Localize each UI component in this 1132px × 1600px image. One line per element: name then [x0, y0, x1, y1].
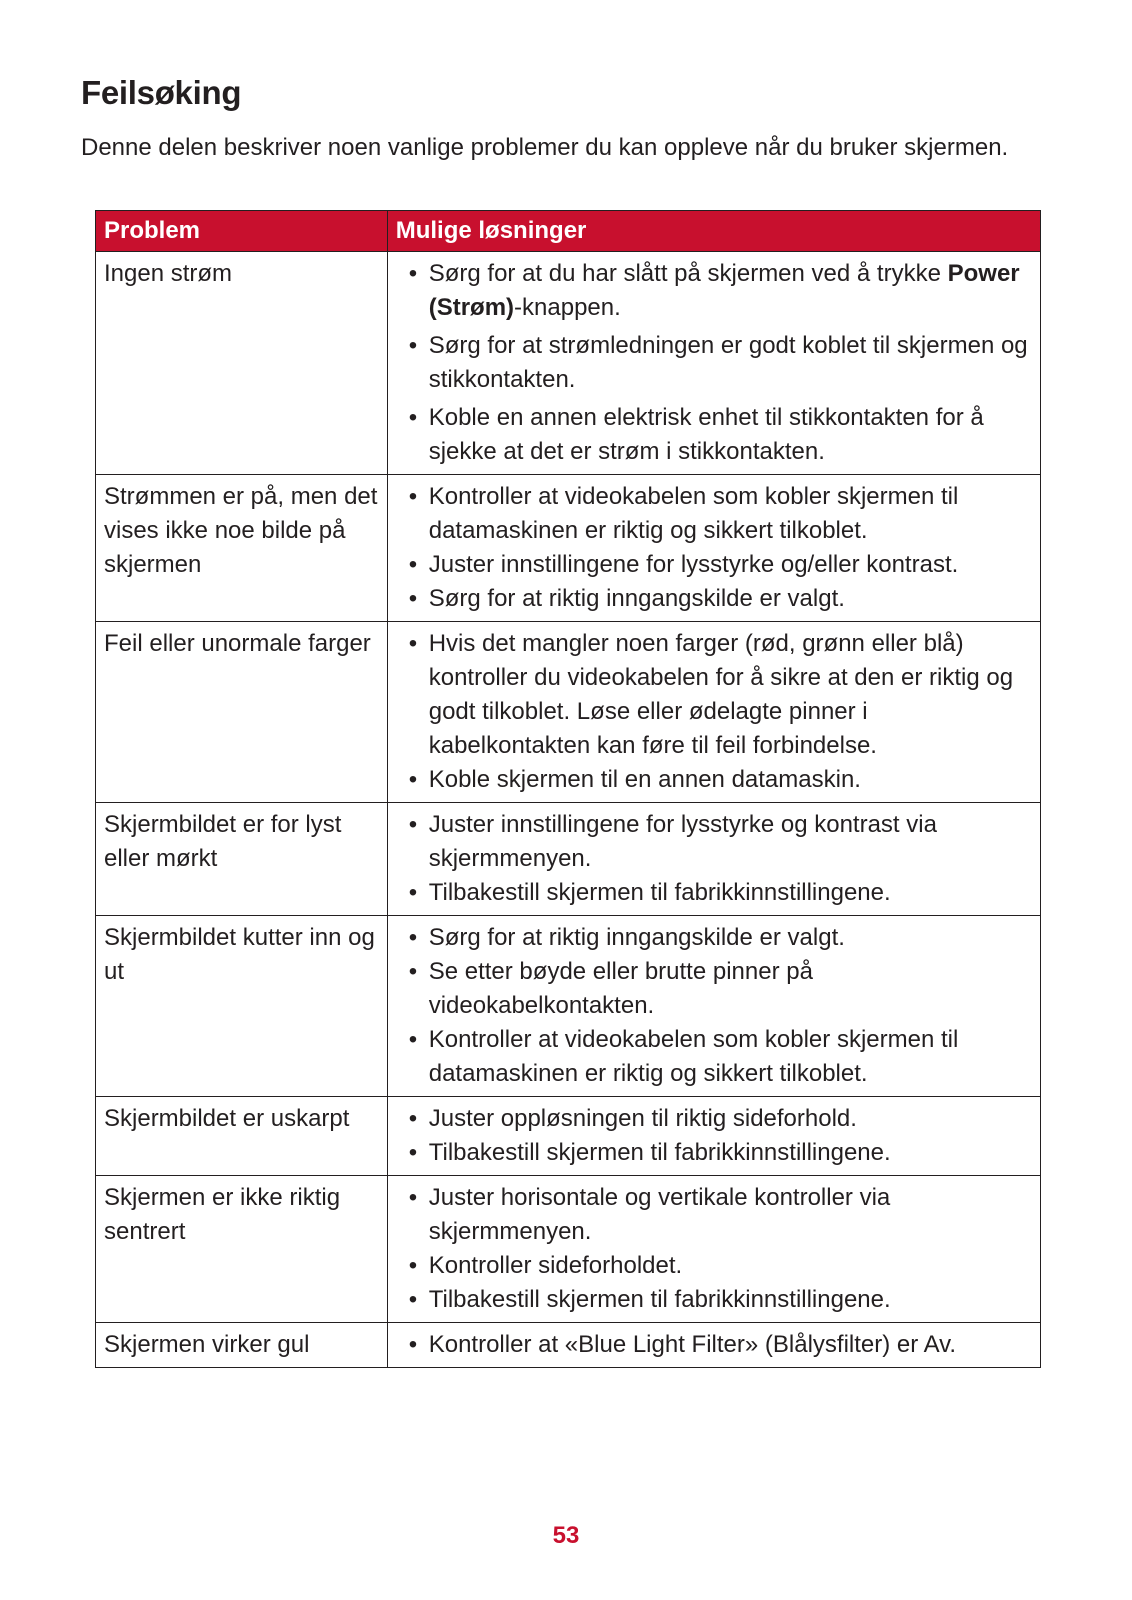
solution-text: Sørg for at riktig inngangskilde er valgt.: [428, 585, 845, 612]
problem-cell: Strømmen er på, men det vises ikke noe bilde på skjermen: [96, 475, 388, 622]
solution-item: [396, 329, 1032, 397]
problem-cell: Skjermbildet er for lyst eller mørkt: [96, 803, 388, 916]
solution-text: Tilbakestill skjermen til fabrikkinnstillingene.: [428, 879, 891, 906]
problem-cell: Feil eller unormale farger: [96, 622, 388, 803]
problem-cell: Skjermbildet kutter inn og ut: [96, 916, 388, 1097]
problem-cell: Ingen strøm: [96, 252, 388, 475]
solution-text: Se etter bøyde eller brutte pinner på videokabelkontakten.: [428, 958, 813, 1019]
page-number: 53: [552, 1522, 580, 1549]
table-row: [96, 1097, 1041, 1176]
solution-item: [396, 1328, 1032, 1362]
table-row: [96, 1323, 1041, 1368]
table-row: [96, 803, 1041, 916]
solution-text: Tilbakestill skjermen til fabrikkinnstillingene.: [428, 1139, 891, 1166]
solution-text: Hvis det mangler noen farger (rød, grønn eller blå) kontroller du videokabelen for å sikre at den er riktig og godt tilkoblet. Løse eller ødelagte pinner i kabelkontakten kan føre til feil forbindelse.: [428, 630, 1014, 759]
solution-item: [396, 257, 1032, 325]
solution-text: Kontroller at «Blue Light Filter» (Blålysfilter) er Av.: [428, 1331, 957, 1358]
solution-text: Koble en annen elektrisk enhet til stikkontakten for å sjekke at det er strøm i stikkontakten.: [428, 404, 984, 465]
solutions-cell: [387, 803, 1040, 916]
solution-list: [396, 627, 1032, 797]
solutions-cell: [387, 622, 1040, 803]
header-problem: Problem: [96, 211, 388, 252]
solution-item: [396, 921, 1032, 955]
solution-item: [396, 627, 1032, 763]
solution-item: [396, 1102, 1032, 1136]
solution-text: Kontroller at videokabelen som kobler skjermen til datamaskinen er riktig og sikkert tilkoblet.: [428, 1026, 959, 1087]
solution-text: Kontroller sideforholdet.: [428, 1252, 683, 1279]
table-row: [96, 916, 1041, 1097]
solution-text: Sørg for at du har slått på skjermen ved å trykke: [428, 260, 948, 287]
solution-text: Sørg for at strømledningen er godt koblet til skjermen og stikkontakten.: [428, 332, 1028, 393]
solution-list: [396, 808, 1032, 910]
solution-list: [396, 480, 1032, 616]
table-row: [96, 1176, 1041, 1323]
solution-item: [396, 548, 1032, 582]
solution-list: [396, 1181, 1032, 1317]
solutions-cell: [387, 475, 1040, 622]
page-title: Feilsøking: [81, 74, 242, 111]
header-solutions: Mulige løsninger: [387, 211, 1040, 252]
solution-list: [396, 1328, 1032, 1362]
solution-item: [396, 763, 1032, 797]
solution-item: [396, 1023, 1032, 1091]
solution-list: [396, 257, 1032, 469]
solutions-cell: [387, 1097, 1040, 1176]
solution-text: Kontroller at videokabelen som kobler skjermen til datamaskinen er riktig og sikkert tilkoblet.: [428, 483, 959, 544]
solution-text: Juster horisontale og vertikale kontroller via skjermmenyen.: [428, 1184, 891, 1245]
solution-item: [396, 1283, 1032, 1317]
table-row: [96, 252, 1041, 475]
solution-text: Koble skjermen til en annen datamaskin.: [428, 766, 861, 793]
solution-text: Juster innstillingene for lysstyrke og/eller kontrast.: [428, 551, 959, 578]
solution-item: [396, 1136, 1032, 1170]
table-header-row: [96, 211, 1041, 252]
solution-text-suffix: -knappen.: [514, 294, 621, 321]
solutions-cell: [387, 916, 1040, 1097]
problem-cell: Skjermen virker gul: [96, 1323, 388, 1368]
solution-item: [396, 1249, 1032, 1283]
solution-text: Tilbakestill skjermen til fabrikkinnstillingene.: [428, 1286, 891, 1313]
solution-text: Juster innstillingene for lysstyrke og kontrast via skjermmenyen.: [428, 811, 937, 872]
solution-list: [396, 921, 1032, 1091]
table-row: [96, 475, 1041, 622]
solution-text: Sørg for at riktig inngangskilde er valgt.: [428, 924, 845, 951]
solution-emphasis: Power (Strøm): [428, 260, 1020, 321]
solution-item: [396, 876, 1032, 910]
intro-paragraph: Denne delen beskriver noen vanlige problemer du kan oppleve når du bruker skjermen.: [81, 134, 1009, 161]
solutions-cell: [387, 1176, 1040, 1323]
solutions-cell: [387, 1323, 1040, 1368]
solution-item: [396, 480, 1032, 548]
problem-cell: Skjermbildet er uskarpt: [96, 1097, 388, 1176]
solutions-cell: [387, 252, 1040, 475]
solution-item: [396, 582, 1032, 616]
troubleshooting-table: [95, 210, 1041, 1368]
table-row: [96, 622, 1041, 803]
solution-item: [396, 401, 1032, 469]
solution-item: [396, 808, 1032, 876]
solution-text: Juster oppløsningen til riktig sideforhold.: [428, 1105, 857, 1132]
table-body: [96, 252, 1041, 1368]
solution-item: [396, 955, 1032, 1023]
solution-item: [396, 1181, 1032, 1249]
solution-list: [396, 1102, 1032, 1170]
problem-cell: Skjermen er ikke riktig sentrert: [96, 1176, 388, 1323]
